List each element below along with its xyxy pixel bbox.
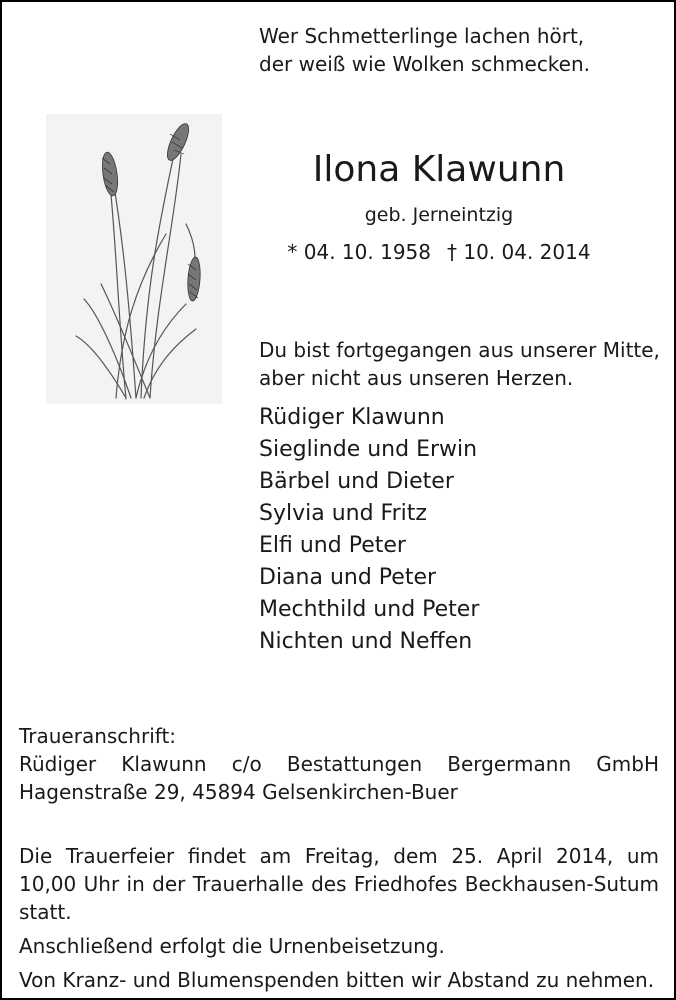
mourner: Rüdiger Klawunn xyxy=(259,405,445,430)
mourner: Sylvia und Fritz xyxy=(259,501,427,526)
ceremony-line-3: statt. xyxy=(19,900,72,924)
mourner: Bärbel und Dieter xyxy=(259,469,454,494)
mourner: Mechthild und Peter xyxy=(259,597,480,622)
poem-line-2: der weiß wie Wolken schmecken. xyxy=(259,52,591,76)
birth-name: geb. Jerneintzig xyxy=(364,204,514,226)
flowers-note: Von Kranz- und Blumenspenden bitten wir Abstand zu nehmen. xyxy=(19,968,655,992)
ceremony-line-1: Die Trauerfeier findet am Freitag, dem 25. April 2014, um xyxy=(19,844,659,868)
poem xyxy=(259,22,590,78)
ceremony-line-2: 10,00 Uhr in der Trauerhalle des Friedhofes Beckhausen-Sutum xyxy=(19,872,659,896)
verse-line-1: Du bist fortgegangen aus unserer Mitte, xyxy=(259,338,660,362)
mourners-list xyxy=(259,402,479,658)
birth-date: * 04. 10. 1958 xyxy=(287,240,431,264)
life-dates xyxy=(259,238,619,266)
mourner: Elfi und Peter xyxy=(259,533,406,558)
death-date: † 10. 04. 2014 xyxy=(447,240,591,264)
urn-burial-note: Anschließend erfolgt die Urnenbeisetzung. xyxy=(19,934,445,958)
poem-line-1: Wer Schmetterlinge lachen hört, xyxy=(259,24,585,48)
ceremony-details xyxy=(19,842,659,994)
verse xyxy=(259,336,660,392)
wheat-ears-illustration xyxy=(46,114,222,404)
mourner: Sieglinde und Erwin xyxy=(259,437,478,462)
deceased-name: Ilona Klawunn xyxy=(312,149,566,190)
verse-line-2: aber nicht aus unseren Herzen. xyxy=(259,366,574,390)
address-heading: Traueranschrift: xyxy=(19,724,177,748)
mourner: Nichten und Neffen xyxy=(259,629,473,654)
mourner: Diana und Peter xyxy=(259,565,437,590)
mourning-address xyxy=(19,722,659,806)
address-line-2: Hagenstraße 29, 45894 Gelsenkirchen-Buer xyxy=(19,780,458,804)
address-line-1: Rüdiger Klawunn c/o Bestattungen Bergermann GmbH xyxy=(19,752,659,776)
